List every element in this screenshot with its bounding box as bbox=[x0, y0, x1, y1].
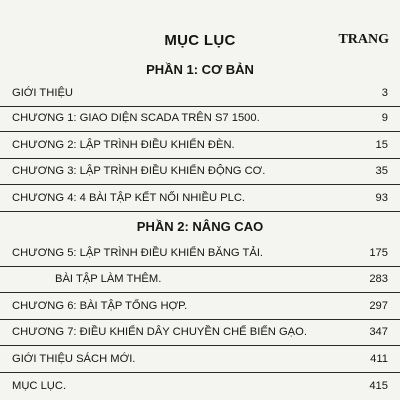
page-column-header: TRANG bbox=[338, 32, 389, 47]
toc-entry bbox=[0, 162, 400, 180]
entry-title: CHƯƠNG 7: ĐIỀU KHIỂN DÂY CHUYỀN CHẾ BIẾN GẠO. bbox=[12, 326, 307, 338]
entry-rule bbox=[0, 292, 400, 293]
entry-title: CHƯƠNG 3: LẬP TRÌNH ĐIỀU KHIỂN ĐỘNG CƠ. bbox=[12, 165, 266, 177]
toc-entry bbox=[0, 84, 400, 102]
entry-page: 93 bbox=[375, 192, 388, 204]
entry-rule bbox=[0, 345, 400, 346]
toc-title: MỤC LỤC bbox=[164, 32, 236, 49]
entry-page: 3 bbox=[381, 87, 388, 99]
toc-entry bbox=[0, 136, 400, 154]
entry-rule bbox=[0, 131, 400, 132]
toc-entry bbox=[0, 270, 400, 288]
entry-page: 35 bbox=[375, 165, 388, 177]
entry-title: BÀI TẬP LÀM THÊM. bbox=[55, 273, 162, 285]
entry-page: 9 bbox=[381, 112, 388, 124]
entry-page: 175 bbox=[369, 247, 388, 259]
entry-page: 15 bbox=[375, 139, 388, 151]
entry-title: GIỚI THIỆU bbox=[12, 87, 73, 99]
entry-rule bbox=[0, 106, 400, 107]
entry-title: CHƯƠNG 6: BÀI TẬP TỔNG HỢP. bbox=[12, 300, 188, 312]
toc-entry bbox=[0, 297, 400, 315]
toc-entry bbox=[0, 323, 400, 341]
entry-rule bbox=[0, 211, 400, 212]
entry-page: 347 bbox=[369, 326, 388, 338]
entry-rule bbox=[0, 266, 400, 267]
part-heading-2: PHẦN 2: NÂNG CAO bbox=[136, 219, 264, 234]
entry-page: 415 bbox=[369, 380, 388, 392]
entry-page: 297 bbox=[369, 300, 388, 312]
entry-rule bbox=[0, 184, 400, 185]
toc-entry bbox=[0, 350, 400, 368]
entry-page: 283 bbox=[369, 273, 388, 285]
entry-title: GIỚI THIỆU SÁCH MỚI. bbox=[12, 353, 136, 365]
entry-rule bbox=[0, 319, 400, 320]
entry-title: CHƯƠNG 2: LẬP TRÌNH ĐIỀU KHIỂN ĐÈN. bbox=[12, 139, 235, 151]
toc-entry bbox=[0, 109, 400, 127]
toc-entry bbox=[0, 189, 400, 207]
part-heading-1: PHẦN 1: CƠ BẢN bbox=[146, 62, 254, 77]
entry-page: 411 bbox=[370, 353, 388, 365]
entry-title: CHƯƠNG 4: 4 BÀI TẬP KẾT NỐI NHIỀU PLC. bbox=[12, 192, 246, 204]
entry-title: MỤC LỤC. bbox=[12, 380, 67, 392]
entry-rule bbox=[0, 372, 400, 373]
entry-title: CHƯƠNG 5: LẬP TRÌNH ĐIỀU KHIỂN BĂNG TẢI. bbox=[12, 247, 264, 259]
toc-entry bbox=[0, 377, 400, 395]
entry-title: CHƯƠNG 1: GIAO DIỆN SCADA TRÊN S7 1500. bbox=[12, 112, 260, 124]
toc-entry bbox=[0, 244, 400, 262]
entry-rule bbox=[0, 158, 400, 159]
